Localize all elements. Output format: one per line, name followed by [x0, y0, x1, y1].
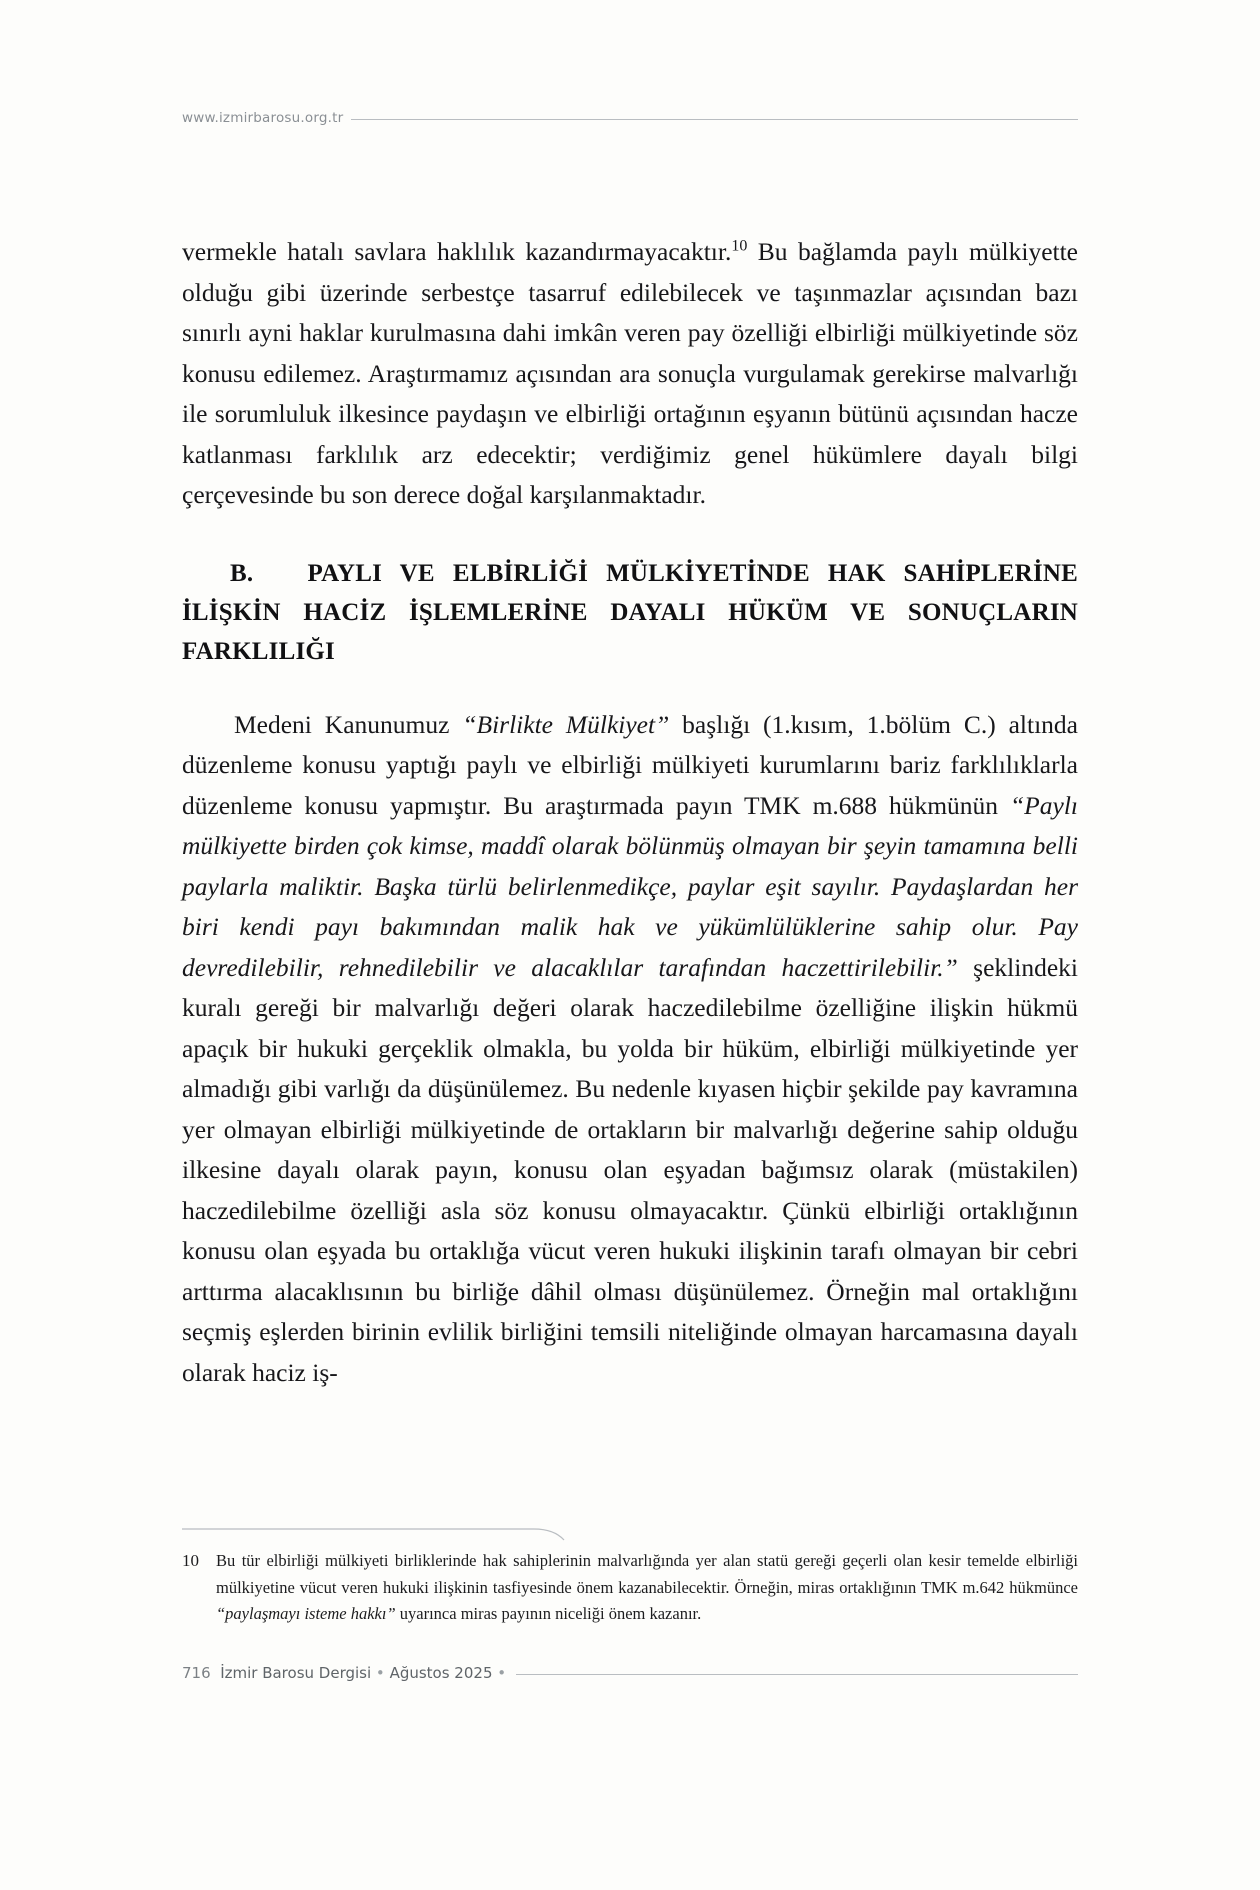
footer-label	[182, 1664, 506, 1682]
page-content	[182, 232, 1078, 1393]
issue-date: Ağustos 2025	[389, 1664, 493, 1682]
heading-line-rest: SAHİPLERİNE İLİŞKİN HACİZ İŞLEMLERİNE DAYALI HÜKÜM VE SONUÇLARIN FARKLILIĞI	[182, 559, 1078, 665]
section-heading-b	[182, 554, 1078, 671]
footnote-quote: “paylaşmayı isteme hakkı”	[216, 1604, 396, 1623]
paragraph-intro-text-before-footnote: vermekle hatalı savlara haklılık kazandırmayacaktır.	[182, 237, 732, 266]
paragraph-intro-text-after-footnote: Bu bağlamda paylı mülkiyette olduğu gibi üzerinde serbestçe tasarruf edilebilecek ve taşınmazlar açısından bazı sınırlı ayni haklar kurulmasına dahi imkân veren pay özelliği elbirliği mülkiyetinde söz konusu edilemez. Araştırmamız açısından ara sonuçla vurgulamak gerekirse malvarlığı ile sorumluluk ilkesince paydaşın ve elbirliği ortağının eşyanın bütünü açısından hacze katlanması farklılık arz edecektir; verdiğimiz genel hükümlere dayalı bilgi çerçevesinde bu son derece doğal karşılanmaktadır.	[182, 237, 1078, 509]
paragraph-intro	[182, 232, 1078, 516]
heading-line-1: PAYLI VE ELBİRLİĞİ MÜLKİYETİNDE HAK	[307, 559, 886, 587]
journal-name: İzmir Barosu Dergisi	[220, 1664, 372, 1682]
footnote-number: 10	[182, 1551, 199, 1570]
footnote-separator	[182, 1528, 578, 1542]
footer-separator-dot: •	[375, 1664, 385, 1682]
paragraph-main-part-2: başlığı (1.kısım, 1.bölüm C.) altında düzenleme konusu yaptığı paylı ve elbirliği mülkiyeti kurumlarını bariz farklılıklarla düzenleme konusu yapmıştır. Bu araştırmada payın TMK m.688 hükmünün	[182, 709, 1078, 820]
page-header	[182, 108, 1078, 128]
footer-end-dot: •	[497, 1664, 507, 1682]
heading-letter: B.	[230, 559, 254, 587]
page-footer	[182, 1664, 1078, 1682]
heading-spacer	[182, 671, 1078, 705]
header-website-url: www.izmirbarosu.org.tr	[182, 110, 344, 126]
footer-divider	[516, 1674, 1078, 1675]
paragraph-main-part-3: şeklindeki kuralı gereği bir malvarlığı değeri olarak haczedilebilme özelliğine ilişkin hükmü apaçık bir hukuki gerçeklik olmakla, bu yolda bir hüküm, elbirliği mülkiyetinde yer almadığı gibi varlığı da düşünülemez. Bu nedenle kıyasen hiçbir şekilde pay kavramına yer olmayan elbirliği mülkiyetinde de ortakların bir malvarlığı değerine sahip olduğu ilkesine dayalı olarak payın, konusu olan eşyadan bağımsız olarak (müstakilen) haczedilebilme özelliği asla söz konusu olmayacaktır. Çünkü elbirliği ortaklığının konusu olan eşyada bu ortaklığa vücut veren hukuki ilişkinin tarafı olmayan bir cebri arttırma alacaklısının bu birliğe dâhil olması düşünülemez. Örneğin mal ortaklığını seçmiş eşlerden birinin evlilik birliğini temsili niteliğinde olmayan harcamasına dayalı olarak haciz iş-	[182, 952, 1078, 1387]
paragraph-main-part-1: Medeni Kanunumuz	[234, 709, 463, 739]
header-divider	[351, 119, 1078, 120]
footnote-block	[182, 1548, 1078, 1628]
footnote-text-part-2: uyarınca miras payının niceliği önem kazanır.	[395, 1604, 702, 1623]
paragraph-main	[182, 705, 1078, 1394]
page-number: 716	[182, 1664, 211, 1682]
quote-tmk-688: “Paylı mülkiyette birden çok kimse, maddî olarak bölünmüş olmayan bir şeyin tamamına belli paylarla maliktir. Başka türlü belirlenmedikçe, paylar eşit sayılır. Paydaşlardan her biri kendi payı bakımından malik hak ve yükümlülüklerine sahip olur. Pay devredilebilir, rehnedilebilir ve alacaklılar tarafından haczettirilebilir.”	[182, 790, 1078, 982]
quote-birlikte-mulkiyet: “Birlikte Mülkiyet”	[462, 709, 670, 739]
footnote-text	[216, 1548, 1078, 1628]
footnote-reference-10: 10	[731, 237, 748, 255]
footnote-text-part-1: Bu tür elbirliği mülkiyeti birliklerinde hak sahiplerinin malvarlığında yer alan statü gereği geçerli olan kesir temelde elbirliği mülkiyetine vücut veren hukuki ilişkinin tasfiyesinde önem kazanabilecektir. Örneğin, miras ortaklığının TMK m.642 hükmünce	[216, 1551, 1078, 1597]
